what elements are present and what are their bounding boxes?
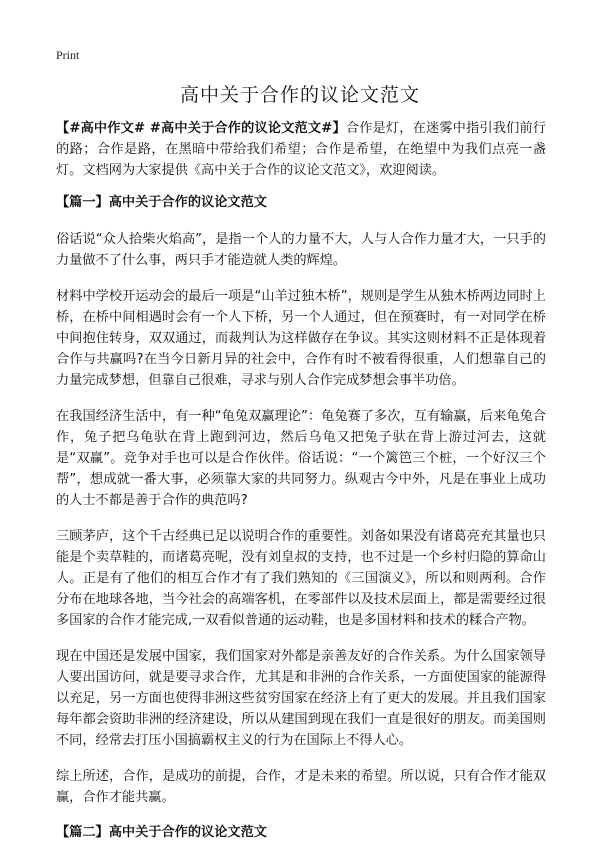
section-1-paragraph-1: 俗话说“众人拾柴火焰高”，是指一个人的力量不大，人与人合作力量才大，一只手的力量做不了什么事，两只手才能造就人类的辉煌。 — [56, 232, 546, 268]
section-heading-2: 【篇二】高中关于合作的议论文范文 — [56, 825, 267, 840]
section-1-paragraph-6: 综上所述，合作，是成功的前提，合作，才是未来的希望。所以说，只有合作才能双赢，合作才能共赢。 — [56, 769, 546, 805]
print-link[interactable]: Print — [56, 48, 80, 62]
section-1-paragraph-3: 在我国经济生活中，有一种“龟兔双赢理论”：龟兔赛了多次，互有输赢，后来龟兔合作，兔子把乌龟驮在背上跑到河边，然后乌龟又把兔子驮在背上游过河去，这就是“双赢”。竞争对手也可以是合作伙伴。俗话说：“一个篱笆三个桩，一个好汉三个帮”，想成就一番大事，必须靠大家的共同努力。纵观古今中外，凡是在事业上成功的人士不都是善于合作的典范吗? — [56, 409, 546, 508]
section-1-paragraph-4: 三顾茅庐，这个千古经典已足以说明合作的重要性。刘备如果没有诸葛亮充其量也只能是个卖草鞋的，而诸葛亮呢，没有刘皇叔的支持，也不过是一个乡村归隐的算命山人。正是有了他们的相互合作才有了我们熟知的《三国演义》，所以和则两利。合作分布在地球各地，当今社会的高端客机，在零部件以及技术层面上，都是需要经过很多国家的合作才能完成,一双看似普通的运动鞋，也是多国材料和技术的糅合产物。 — [56, 529, 546, 628]
section-1-paragraph-2: 材料中学校开运动会的最后一项是“山羊过独木桥”，规则是学生从独木桥两边同时上桥，在桥中间相遇时会有一个人下桥，另一个人通过，但在预赛时，有一对同学在桥中间抱住转身，双双通过，而裁判认为这样做存在争议。其实这则材料不正是体现着合作与共赢吗?在当今日新月异的社会中，合作有时不被看得很重，人们想靠自己的力量完成梦想，但靠自己很难，寻求与别人合作完成梦想会事半功倍。 — [56, 289, 546, 388]
page-title: 高中关于合作的议论文范文 — [179, 84, 420, 106]
section-1-paragraph-5: 现在中国还是发展中国家，我们国家对外都是亲善友好的合作关系。为什么国家领导人要出国访问，就是要寻求合作，尤其是和非洲的合作关系，一方面使国家的能源得以充足，另一方面也使得非洲这些贫穷国家在经济上有了更大的发展。并且我们国家每年都会资助非洲的经济建设，所以从建国到现在我们一直是很好的朋友。而美国则不同，经常去打压小国搞霸权主义的行为在国际上不得人心。 — [56, 649, 546, 748]
intro-tag: 【#高中作文# #高中关于合作的议论文范文#】 — [56, 121, 346, 136]
article-body — [56, 118, 546, 859]
intro-paragraph — [56, 118, 546, 181]
intro-text: 合作是灯，在迷雾中指引我们前行的路；合作是路，在黑暗中带给我们希望；合作是希望，在绝望中为我们点亮一盏灯。文档网为大家提供《高中关于合作的议论文范文》，欢迎阅读。 — [56, 121, 546, 178]
section-heading-1: 【篇一】高中关于合作的议论文范文 — [56, 195, 267, 210]
